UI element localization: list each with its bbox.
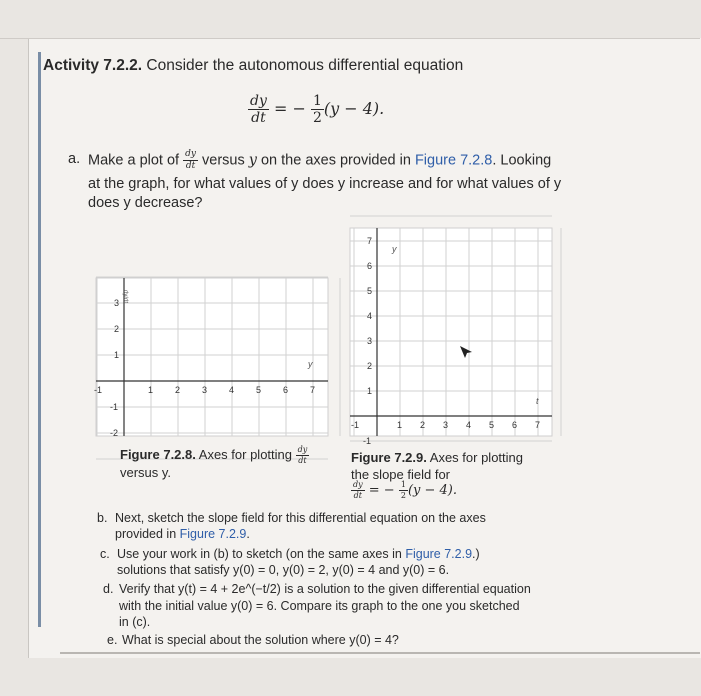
- figure-7-2-9-axes: [350, 228, 552, 446]
- part-d-line2: with the initial value y(0) = 6. Compare its graph to the one you sketched: [119, 599, 520, 613]
- fig1-frac-num: dy: [297, 445, 308, 455]
- fig1-axis-label-h: y: [308, 359, 313, 369]
- fig2-x-tick: 1: [397, 420, 403, 430]
- part-d-letter: d.: [103, 582, 114, 596]
- fig1-y-tick: -2: [110, 428, 119, 438]
- part-a-frac-num: dy: [185, 149, 196, 159]
- part-a-line3: does y decrease?: [88, 195, 203, 211]
- part-c-line2: solutions that satisfy y(0) = 0, y(0) = 2, y(0) = 4 and y(0) = 6.: [117, 563, 450, 577]
- fig1-x-tick: 4: [229, 385, 235, 395]
- fig1-x-tick: 5: [256, 385, 262, 395]
- fig2-y-tick: 6: [367, 261, 373, 271]
- part-b-line1: Next, sketch the slope field for this differential equation on the axes: [115, 511, 486, 525]
- fig2-y-tick: 5: [367, 286, 373, 296]
- part-b-line2: [115, 526, 250, 542]
- fig2-y-tick: 1: [367, 386, 373, 396]
- part-c-line1-post: .): [472, 547, 480, 561]
- eq-dy: dy: [250, 93, 267, 109]
- mouse-cursor-icon: [458, 344, 474, 360]
- part-a-t2: versus: [202, 152, 245, 169]
- part-b-line2-post: .: [246, 527, 250, 541]
- part-a-var-y: y: [248, 152, 257, 169]
- eq-half-num: 1: [312, 93, 322, 109]
- fig1-y-tick: 3: [114, 298, 120, 308]
- activity-accent-bar: [38, 52, 41, 627]
- fig2-caption-line2: the slope field for: [351, 467, 451, 482]
- fig2-y-tick: 3: [367, 336, 373, 346]
- fig2-eq-half-den: 2: [400, 491, 406, 500]
- figure-7-2-8-link[interactable]: Figure 7.2.8: [414, 152, 493, 169]
- part-a-t3: on the axes provided in: [260, 152, 411, 169]
- fig1-y-tick: 1: [114, 350, 120, 360]
- part-a-frac-den: dt: [185, 161, 196, 171]
- part-c-letter: c.: [100, 547, 110, 561]
- fig2-eq-rhs: (y − 4).: [407, 483, 457, 498]
- fig2-eq-half-num: 1: [400, 480, 406, 489]
- eq-dt: dt: [251, 110, 266, 126]
- part-e-letter: e.: [107, 633, 118, 647]
- fig1-x-tick: 2: [175, 385, 181, 395]
- fig2-x-tick: 7: [535, 420, 541, 430]
- fig2-x-tick: 5: [489, 420, 495, 430]
- fig1-caption-line2: versus y.: [120, 465, 172, 480]
- fig2-caption-text: Axes for plotting: [429, 450, 523, 465]
- fig1-caption-text: Axes for plotting: [198, 447, 292, 462]
- fig2-x-tick: 4: [466, 420, 472, 430]
- fig2-axis-label-v: y: [392, 244, 397, 254]
- figure-7-2-9-link-c[interactable]: Figure 7.2.9: [405, 547, 473, 561]
- fig2-eq-mid: = −: [368, 483, 395, 498]
- eq-half-den: 2: [312, 110, 322, 126]
- fig2-axis-label-h: t: [536, 396, 539, 406]
- part-a-t1: Make a plot of: [88, 152, 180, 169]
- part-a-line2: at the graph, for what values of y does y increase and for what values of y: [88, 176, 562, 192]
- fig2-x-tick: 3: [443, 420, 449, 430]
- part-b-letter: b.: [97, 511, 108, 525]
- fig1-y-tick: -1: [110, 402, 119, 412]
- fig2-y-tick: -1: [363, 436, 372, 446]
- fig1-axis-label-v: dy/dt: [122, 290, 128, 304]
- figure-7-2-8-axes: [96, 278, 328, 436]
- fig1-label: Figure 7.2.8.: [120, 447, 196, 462]
- fig1-x-tick: 1: [148, 385, 154, 395]
- part-a-t4: . Looking: [492, 152, 552, 169]
- part-c-line1-pre: Use your work in (b) to sketch (on the same axes in: [117, 547, 402, 561]
- fig2-x-tick: 2: [420, 420, 426, 430]
- fig1-x-tick: 3: [202, 385, 208, 395]
- fig1-caption: [120, 446, 309, 465]
- fig2-eq-den: dt: [353, 491, 362, 500]
- figure-7-2-9-link-b[interactable]: Figure 7.2.9: [179, 527, 247, 541]
- part-d-line1: Verify that y(t) = 4 + 2e^(−t/2) is a solution to the given differential equation: [119, 582, 531, 596]
- part-e-line1: What is special about the solution where y(0) = 4?: [122, 633, 399, 647]
- fig2-equation: [351, 481, 457, 500]
- main-equation: [248, 94, 384, 125]
- part-b-line2-pre: provided in: [115, 527, 177, 541]
- activity-intro: Consider the autonomous differential equation: [146, 57, 464, 74]
- fig2-x-tick: -1: [351, 420, 360, 430]
- fig1-x-tick: 6: [283, 385, 289, 395]
- activity-title: [43, 57, 463, 75]
- fig1-x-tick: 7: [310, 385, 316, 395]
- fig1-frac-den: dt: [298, 456, 307, 466]
- top-divider: [0, 38, 700, 39]
- bottom-divider: [60, 652, 700, 654]
- part-c-line1: [117, 546, 480, 562]
- fig2-caption: [351, 449, 523, 466]
- fig1-x-tick: -1: [94, 385, 103, 395]
- part-a-line1: [88, 150, 551, 171]
- part-a-letter: a.: [68, 151, 81, 167]
- eq-equals: = −: [273, 99, 306, 118]
- fig2-y-tick: 7: [367, 236, 373, 246]
- fig2-x-tick: 6: [512, 420, 518, 430]
- fig2-eq-num: dy: [353, 480, 363, 489]
- fig2-y-tick: 4: [367, 311, 373, 321]
- fig1-y-tick: 2: [114, 324, 120, 334]
- part-d-line3: in (c).: [119, 615, 151, 629]
- fig2-y-tick: 2: [367, 361, 373, 371]
- activity-label: Activity 7.2.2.: [43, 57, 143, 74]
- eq-rhs: (y − 4).: [323, 99, 385, 118]
- fig2-label: Figure 7.2.9.: [351, 450, 427, 465]
